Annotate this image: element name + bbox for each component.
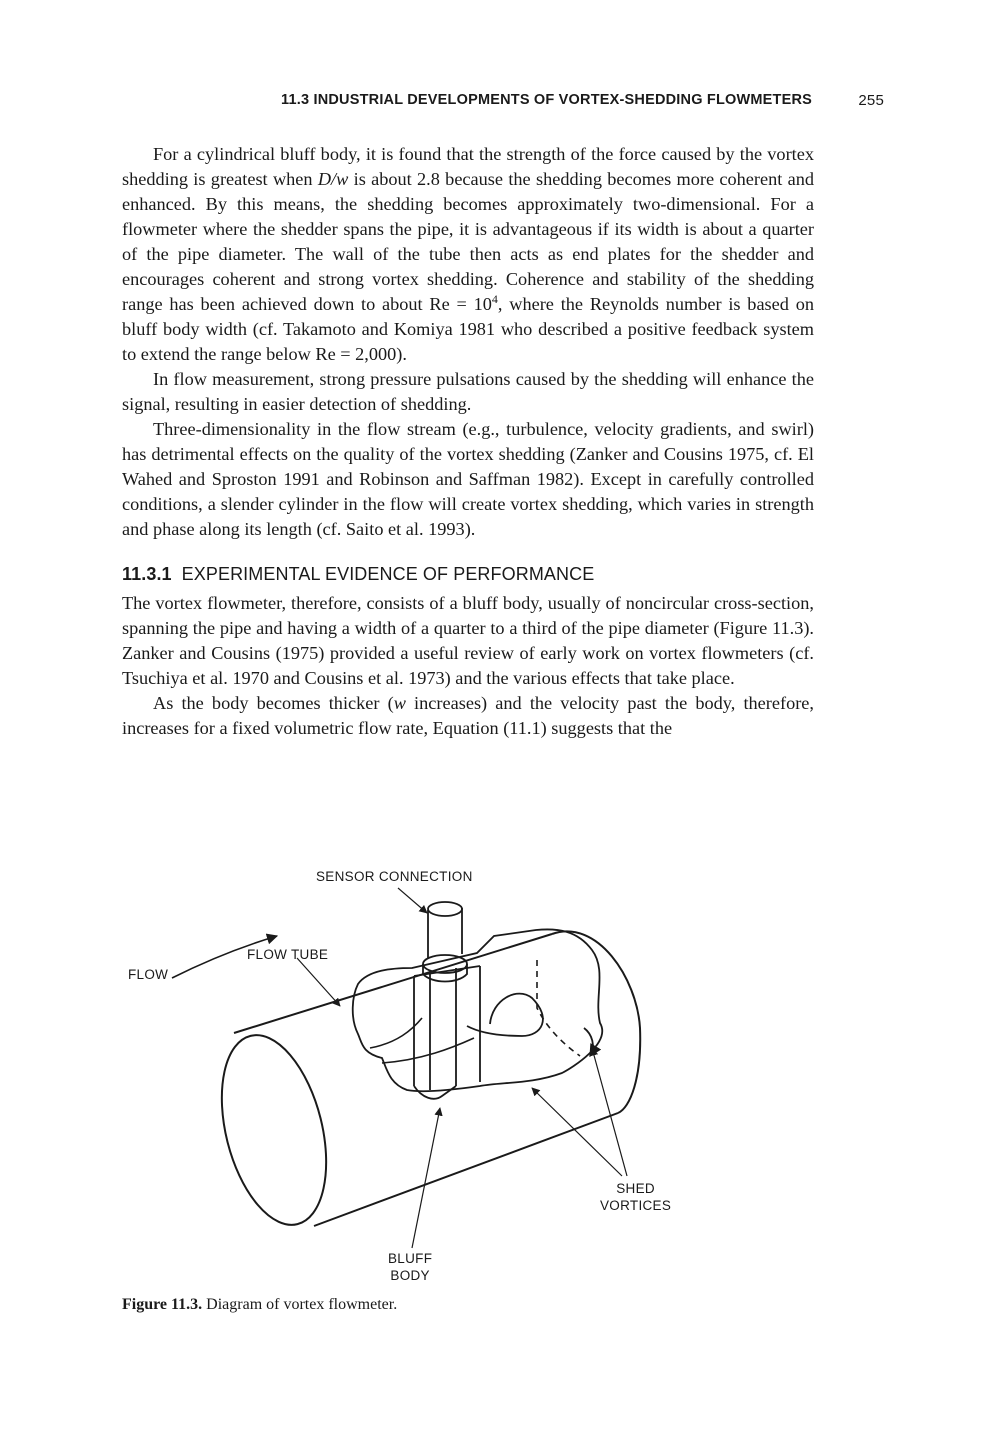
pipe-inlet-end: [204, 1024, 344, 1235]
section-number: 11.3.1: [122, 564, 172, 584]
cutaway-window: [353, 929, 603, 1091]
label-flow-tube: FLOW TUBE: [247, 947, 329, 962]
sensor-leader: [398, 888, 427, 913]
caption-text: Diagram of vortex flowmeter.: [206, 1296, 398, 1313]
section-heading: [122, 562, 814, 586]
caption-number: Figure 11.3.: [122, 1296, 203, 1313]
label-bluff-body-line-2: BODY: [390, 1268, 430, 1283]
vortex-flowmeter-figure: [122, 858, 822, 1328]
body-text: [122, 142, 814, 741]
paragraph-1-text-a: For a cylindrical bluff body, it is found that the strength of the force caused by the vortex shedding is greatest when: [122, 144, 814, 189]
pipe-bottom-edge: [314, 1113, 618, 1226]
shed-vortex-curl: [584, 1028, 593, 1056]
label-bluff-body: [388, 1250, 432, 1284]
section-paragraph-1: The vortex flowmeter, therefore, consists of a bluff body, usually of noncircular cross-section, spanning the pipe and having a width of a quarter to a third of the pipe diameter (Figure 11.3). Zanker and Cousins (1975) provided a useful review of early work on vortex flowmeters (cf. Tsuchiya et al. 1970 and Cousins et al. 1973) and the various effects that take place.: [122, 593, 814, 688]
paragraph-1-text-b: is about 2.8 because the shedding becomes more coherent and enhanced. By this means, the shedding becomes approximately two-dimensional. For a flowmeter where the shedder spans the pipe, it is advantageous if its width is about a quarter of the pipe diameter. The wall of the tube then acts as end plates for the shedder and encourages coherent and strong vortex shedding. Coherence and stability of the shedding range has been achieved down to about Re = 10: [122, 169, 814, 314]
figure-caption: [122, 1296, 397, 1314]
flow-tube-leader: [297, 958, 340, 1006]
section-paragraph-2-text-a: As the body becomes thicker (: [153, 693, 394, 713]
bluff-body-tip: [414, 1086, 456, 1099]
vortex-flowmeter-diagram: [122, 858, 822, 1328]
math-d-over-w: D/w: [317, 169, 349, 189]
paragraph-1: [122, 142, 814, 367]
shed-vortices-leader-1: [532, 1088, 622, 1176]
label-flow: FLOW: [128, 967, 169, 982]
shed-vortex-dashed: [537, 960, 580, 1056]
section-title: EXPERIMENTAL EVIDENCE OF PERFORMANCE: [181, 564, 595, 584]
label-shed-vortices: [600, 1180, 671, 1214]
paragraph-2: In flow measurement, strong pressure pulsations caused by the shedding will enhance the signal, resulting in easier detection of shedding.: [122, 369, 814, 414]
label-shed-vortices-line-2: VORTICES: [600, 1198, 672, 1213]
bluff-body-leader: [412, 1108, 440, 1248]
shed-vortices-leader-2: [592, 1048, 627, 1176]
running-title: 11.3 INDUSTRIAL DEVELOPMENTS OF VORTEX-SHEDDING FLOWMETERS: [281, 92, 812, 108]
page-number: 255: [858, 92, 884, 109]
shed-vortex-loop: [467, 994, 543, 1036]
section-paragraph-2: [122, 691, 814, 741]
sensor-cap-top: [428, 902, 462, 916]
math-w: w: [393, 693, 406, 713]
paragraph-3: Three-dimensionality in the flow stream (e.g., turbulence, velocity gradients, and swirl) has detrimental effects on the quality of the vortex shedding (Zanker and Cousins 1975, cf. El Wahed and Sproston 1991 and Robinson and Saffman 1982). Except in carefully controlled conditions, a slender cylinder in the flow will create vortex shedding, which varies in strength and phase along its length (cf. Saito et al. 1993).: [122, 419, 814, 539]
running-head: [122, 92, 884, 116]
label-shed-vortices-line-1: SHED: [616, 1181, 655, 1196]
label-sensor-connection: SENSOR CONNECTION: [316, 869, 473, 884]
label-bluff-body-line-1: BLUFF: [388, 1251, 433, 1266]
superscript-exponent: 4: [491, 291, 498, 306]
section-paragraph-2-text-b: increases) and the velocity past the body, therefore, increases for a fixed volumetric flow rate, Equation (11.1) suggests that the: [122, 693, 814, 738]
vortex-path-lower: [382, 1038, 474, 1063]
paragraph-1-text-c: , where the Reynolds number is based on bluff body width (cf. Takamoto and Komiya 1981 who described a positive feedback system to extend the range below Re = 2,000).: [122, 294, 814, 364]
